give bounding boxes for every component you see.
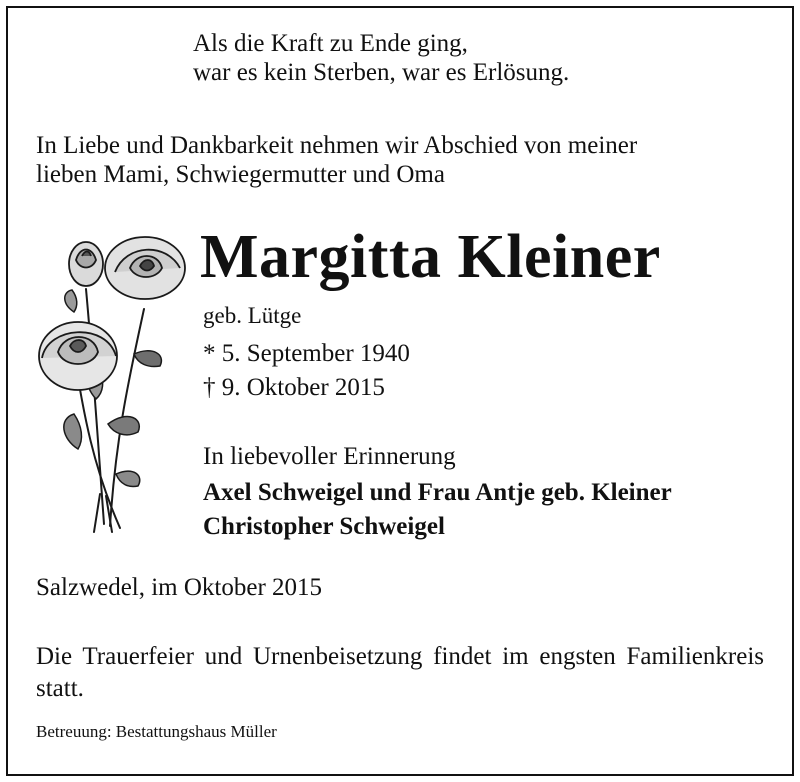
poem-line-2: war es kein Sterben, war es Erlösung.: [193, 58, 570, 86]
death-date: † 9. Oktober 2015: [203, 374, 385, 401]
signatory-2: Christopher Schweigel: [203, 513, 445, 540]
birth-date: * 5. September 1940: [203, 340, 410, 367]
funeral-home-credit: Betreuung: Bestattungshaus Müller: [36, 722, 277, 741]
poem: [193, 30, 569, 88]
signatory-1: Axel Schweigel und Frau Antje geb. Kleiner: [203, 479, 672, 506]
intro-line-2: lieben Mami, Schwiegermutter und Oma: [36, 160, 445, 188]
intro-line-1: In Liebe und Dankbarkeit nehmen wir Abschied von meiner: [36, 132, 638, 159]
intro-text: [36, 132, 637, 190]
funeral-note: Die Trauerfeier und Urnenbeisetzung findet im engsten Familienkreis statt.: [36, 643, 764, 702]
place-date: Salzwedel, im Oktober 2015: [36, 574, 323, 601]
maiden-name: geb. Lütge: [203, 303, 302, 328]
roses-icon: [34, 234, 194, 534]
memory-line: In liebevoller Erinnerung: [203, 443, 456, 470]
deceased-name: Margitta Kleiner: [200, 223, 661, 291]
poem-line-1: Als die Kraft zu Ende ging,: [193, 30, 468, 57]
